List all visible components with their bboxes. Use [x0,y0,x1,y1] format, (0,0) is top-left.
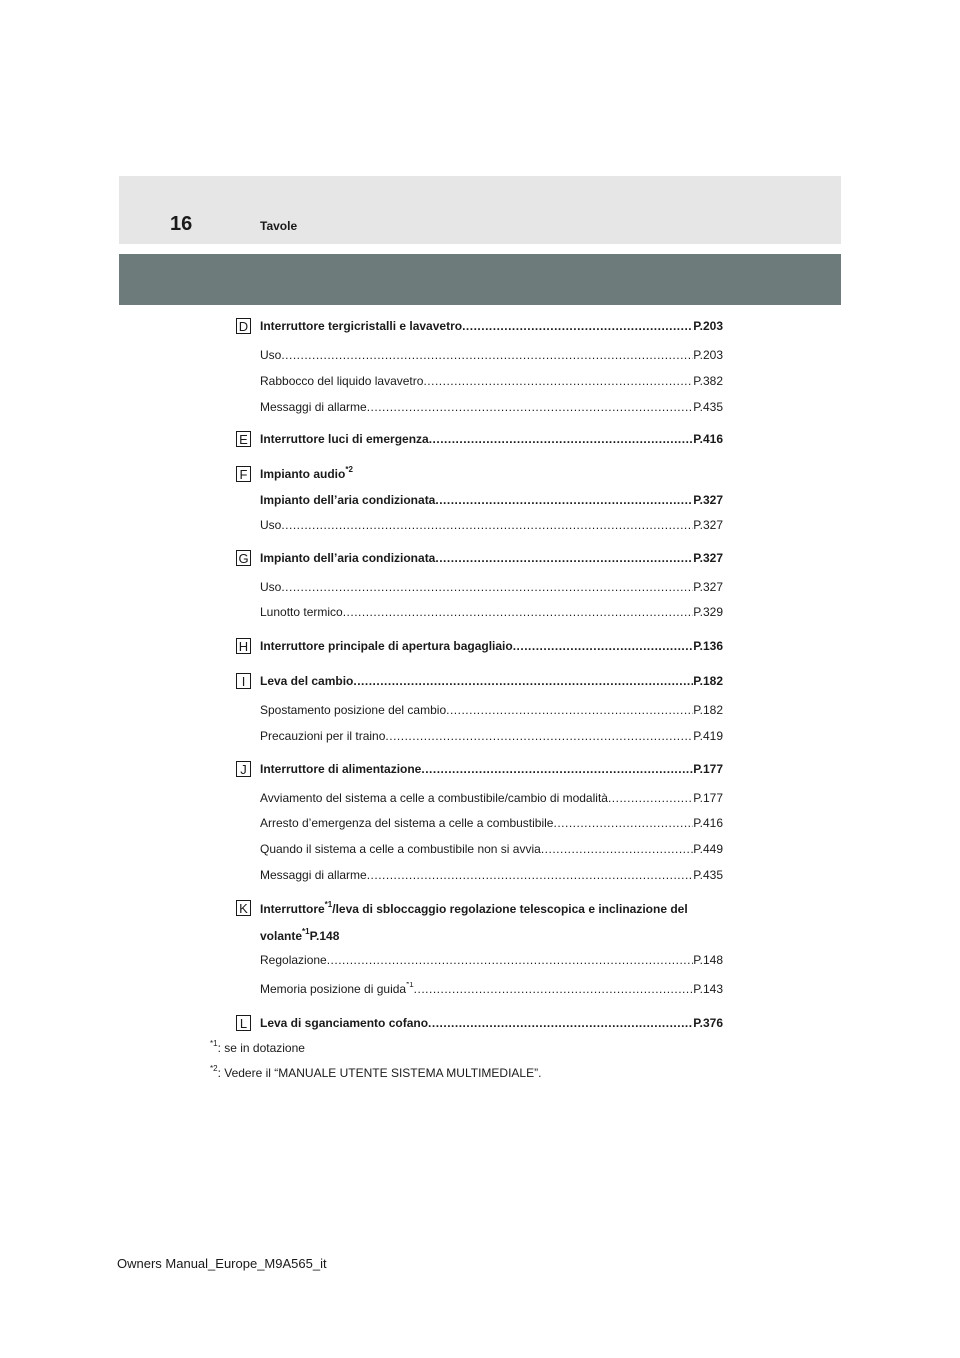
toc-entry[interactable]: Leva di sganciamento cofano ..... P.376 [260,1016,723,1030]
toc-entry[interactable]: Interruttore luci di emergenza ..... P.416 [260,432,723,446]
letter-box-k: K [236,900,251,916]
toc-entry[interactable]: Memoria posizione di guida$^{*1}$ ..... P.143 [260,982,723,996]
toc-entry[interactable]: Interruttore tergicristalli e lavavetro ..... P.203 [260,319,723,333]
section-title: Tavole [260,219,298,233]
page-number: 16 [170,213,193,235]
letter-box-i: I [236,673,251,689]
toc-entry[interactable]: Impianto dell’aria condizionata ..... P.327 [260,551,723,565]
toc-entry[interactable]: Uso ..... P.327 [260,518,723,532]
letter-box-h: H [236,638,251,654]
toc-entry[interactable]: Uso ..... P.203 [260,348,723,362]
toc-entry[interactable]: Messaggi di allarme ..... P.435 [260,400,723,414]
toc-entry[interactable]: Uso ..... P.327 [260,580,723,594]
toc-entry[interactable]: Messaggi di allarme ..... P.435 [260,868,723,882]
toc-entry[interactable]: Regolazione ..... P.148 [260,953,723,967]
toc-entry[interactable]: Interruttore principale di apertura bagagliaio ..... P.136 [260,639,723,653]
toc-heading-continued[interactable]: volante$^{*1}$P.148 [260,927,340,943]
letter-box-d: D [236,318,251,334]
toc-entry[interactable]: Rabbocco del liquido lavavetro ..... P.382 [260,374,723,388]
toc-heading: Impianto audio$^{*2}$ [260,465,353,481]
letter-box-f: F [236,466,251,482]
toc-entry[interactable]: Arresto d’emergenza del sistema a celle a combustibile ..... P.416 [260,816,723,830]
toc-entry[interactable]: Precauzioni per il traino ..... P.419 [260,729,723,743]
letter-box-l: L [236,1015,251,1031]
toc-entry[interactable]: Leva del cambio ..... P.182 [260,674,723,688]
footnote: $^{*1}$: se in dotazione [210,1039,305,1055]
toc-entry[interactable]: Avviamento del sistema a celle a combustibile/cambio di modalità ..... P.177 [260,791,723,805]
toc-entry[interactable]: Spostamento posizione del cambio ..... P.182 [260,703,723,717]
letter-box-g: G [236,550,251,566]
toc-entry[interactable]: Interruttore di alimentazione ..... P.177 [260,762,723,776]
footer-text: Owners Manual_Europe_M9A565_it [117,1256,327,1271]
toc-heading[interactable]: Interruttore$^{*1}$/leva di sbloccaggio regolazione telescopica e inclinazione del [260,900,688,916]
toc-entry[interactable]: Lunotto termico ..... P.329 [260,605,723,619]
letter-box-j: J [236,761,251,777]
toc-entry[interactable]: Quando il sistema a celle a combustibile non si avvia ..... P.449 [260,842,723,856]
toc-entry[interactable]: Impianto dell’aria condizionata ..... P.327 [260,493,723,507]
letter-box-e: E [236,431,251,447]
footnote: $^{*2}$: Vedere il “MANUALE UTENTE SISTEMA MULTIMEDIALE”. [210,1064,542,1080]
